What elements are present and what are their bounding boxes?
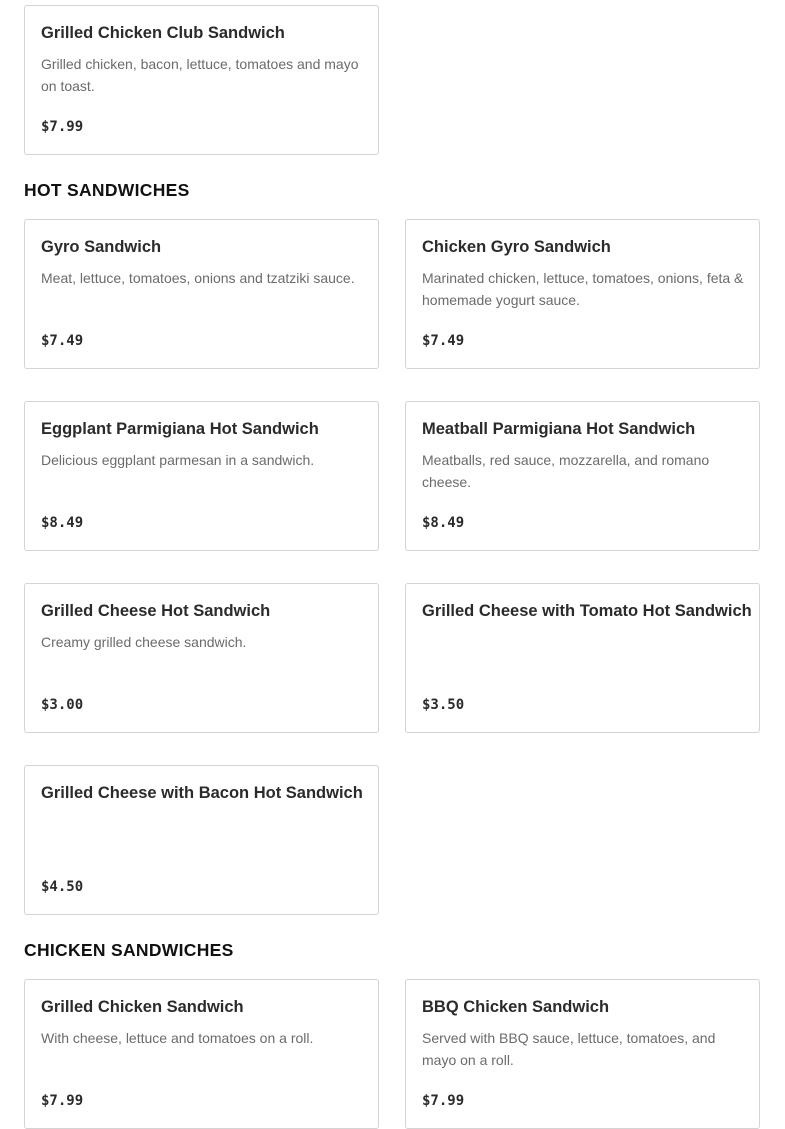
- menu-item-name: BBQ Chicken Sandwich: [422, 998, 610, 1016]
- menu-item-card[interactable]: [24, 583, 379, 733]
- menu-item-card[interactable]: [24, 5, 379, 155]
- menu-item-price: $3.00: [41, 697, 84, 713]
- menu-item-name: Meatball Parmigiana Hot Sandwich: [422, 420, 696, 438]
- menu-item-card[interactable]: [24, 979, 379, 1129]
- menu-item-card[interactable]: [405, 979, 760, 1129]
- menu-item-name: Grilled Cheese with Tomato Hot Sandwich: [422, 602, 752, 620]
- menu-item-price: $7.49: [41, 333, 84, 349]
- menu-item-description: Grilled chicken, bacon, lettuce, tomatoes and mayo on toast.: [41, 56, 359, 94]
- menu-item-name: Eggplant Parmigiana Hot Sandwich: [41, 420, 319, 438]
- menu-item-name: Grilled Chicken Club Sandwich: [41, 24, 285, 42]
- section-heading-hot-sandwiches: HOT SANDWICHES: [24, 180, 190, 200]
- menu-item-name: Grilled Chicken Sandwich: [41, 998, 244, 1016]
- menu-item-price: $8.49: [41, 515, 84, 531]
- menu-item-price: $4.50: [41, 879, 84, 895]
- menu-item-description: Served with BBQ sauce, lettuce, tomatoes, and mayo on a roll.: [422, 1030, 716, 1068]
- menu-item-name: Chicken Gyro Sandwich: [422, 238, 611, 256]
- menu-item-card[interactable]: [24, 401, 379, 551]
- menu-item-card[interactable]: [405, 583, 760, 733]
- menu-item-price: $8.49: [422, 515, 465, 531]
- menu-item-price: $7.99: [41, 1093, 84, 1109]
- menu-item-card[interactable]: [405, 219, 760, 369]
- menu-item-price: $7.99: [422, 1093, 465, 1109]
- menu-item-price: $3.50: [422, 697, 465, 713]
- menu-item-price: $7.99: [41, 119, 84, 135]
- menu-item-description: With cheese, lettuce and tomatoes on a roll.: [41, 1030, 314, 1046]
- menu-item-description: Marinated chicken, lettuce, tomatoes, onions, feta & homemade yogurt sauce.: [422, 270, 744, 308]
- menu-item-card[interactable]: [24, 219, 379, 369]
- menu-item-card[interactable]: [24, 765, 379, 915]
- menu-item-description: Meat, lettuce, tomatoes, onions and tzatziki sauce.: [41, 270, 355, 286]
- menu-item-name: Grilled Cheese Hot Sandwich: [41, 602, 271, 620]
- menu-item-price: $7.49: [422, 333, 465, 349]
- section-heading-chicken-sandwiches: CHICKEN SANDWICHES: [24, 940, 234, 960]
- menu-item-description: Creamy grilled cheese sandwich.: [41, 634, 247, 650]
- menu-item-card[interactable]: [405, 401, 760, 551]
- menu-item-description: Delicious eggplant parmesan in a sandwich.: [41, 452, 315, 468]
- menu-item-name: Gyro Sandwich: [41, 238, 162, 256]
- menu-item-name: Grilled Cheese with Bacon Hot Sandwich: [41, 784, 363, 802]
- menu-item-description: Meatballs, red sauce, mozzarella, and romano cheese.: [422, 452, 710, 490]
